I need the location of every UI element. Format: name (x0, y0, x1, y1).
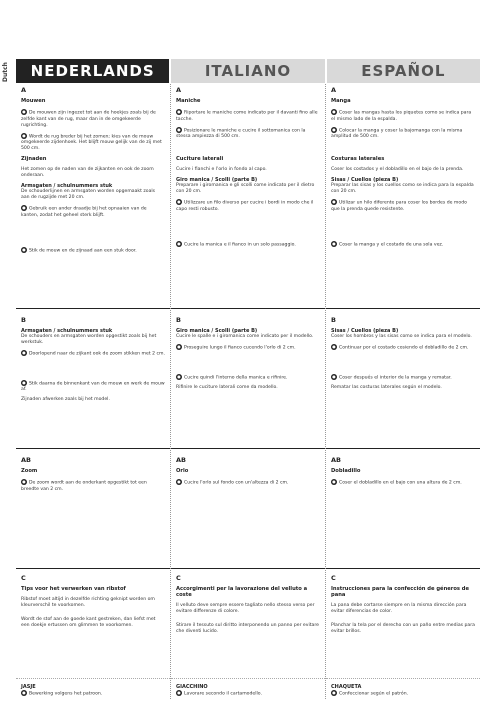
section-ab (21, 456, 165, 497)
paragraph: ● Coser la manga y el costado de una sola vez. (332, 240, 444, 247)
step-icon: ● (22, 350, 26, 355)
paragraph: Ribstof moet altijd in dezelfde richting geknipt worden om kleurverschil te voorkomen. (21, 597, 155, 608)
divider (171, 678, 325, 679)
paragraph: ● Coser el dobladillo en el bajo con una altura de 2 cm. (332, 479, 462, 486)
section-c (176, 574, 320, 639)
section-a (331, 86, 475, 144)
subsection-title: Giro manica / Scolli (parte B) (176, 328, 258, 334)
paragraph: ● Posizionare le maniche e cucire il sottomanica con la stessa ampiezza di 500 cm. (176, 126, 306, 139)
step-icon: ● (332, 344, 336, 349)
paragraph: De schouderlijnen en armsgaten worden opgemaakt zoals aan de rugzijde met 20 cm. (21, 189, 156, 200)
column-dutch (16, 84, 170, 699)
paragraph: Coser los costados y el dobladillo en el bajo de la prenda. (331, 167, 464, 172)
divider (326, 448, 480, 449)
section-side-seams (176, 156, 320, 252)
paragraph: Planchar la tela por el derecho con un paño entre medias para evitar brillos. (331, 623, 475, 634)
section-title: Manga (331, 98, 351, 104)
subsection-title: GIACCHINO (176, 684, 208, 690)
divider (326, 568, 480, 569)
divider (326, 308, 480, 309)
paragraph: ● Coser las mangas hasta los piquetes como se indica para el mismo lado de la espalda. (331, 109, 472, 122)
paragraph: Cucire i fianchi e l'orlo in fondo al capo. (176, 167, 267, 172)
section-letter: B (176, 316, 181, 324)
step-icon: ● (332, 479, 336, 484)
subsection-title: Armsgaten / schulnummers stuk (21, 328, 113, 334)
section-ab (331, 456, 475, 491)
section-letter: C (331, 574, 336, 582)
step-icon: ● (177, 344, 181, 349)
subsection-title: Giro manica / Scolli (parte B) (176, 177, 258, 183)
paragraph: ● Stik de mouw en de zijnaad aan een stuk door. (22, 246, 137, 253)
step-icon: ● (177, 373, 181, 379)
divider (16, 568, 170, 569)
step-icon: ● (177, 199, 181, 204)
section-b (331, 316, 475, 395)
section-a (21, 86, 165, 156)
section-letter: A (21, 86, 27, 94)
section-letter: A (176, 86, 182, 94)
paragraph: ● Gebruik een ander draadje bij het opnaaien van de kanten, zodat het geheel sterk blijft. (21, 205, 147, 218)
subsection-title: Armsgaten / schulnummers stuk (21, 183, 113, 189)
section-letter: C (21, 574, 26, 582)
divider (16, 678, 170, 679)
section-title: Cuciture laterali (176, 156, 224, 162)
paragraph: ● Coser después el interior de la manga y rematar. (332, 373, 452, 380)
paragraph: ● Cucire la manica e il fianco in un solo passaggio. (177, 240, 296, 247)
divider (171, 448, 325, 449)
section-title: Mouwen (21, 98, 46, 104)
divider (171, 568, 325, 569)
section-title: Maniche (176, 98, 201, 104)
paragraph: ● De zoom wordt aan de onderkant opgestikt tot een breedte van 2 cm. (21, 479, 147, 492)
section-side-seams (331, 156, 475, 252)
paragraph: ● Doorlopend naar de zijkant ook de zoom stikken met 2 cm. (22, 350, 165, 357)
section-title: Orlo (176, 468, 189, 474)
step-icon: ● (177, 690, 181, 695)
step-icon: ● (22, 379, 26, 385)
step-icon: ● (332, 240, 336, 246)
paragraph: ● Lavorare secondo il cartamodello. (177, 690, 262, 697)
paragraph: Il velluto deve sempre essere tagliato nello stesso verso per evitare differenze di colore. (176, 603, 315, 614)
paragraph: Cucire le spalle e i giromanica come indicato per il modello. (176, 334, 314, 339)
section-letter: C (176, 574, 181, 582)
paragraph: ● Wordt de rug breder bij het zomen; kies van de mouw omgekeerde zijdenhoek. Het blijft mouw gelijk van de zij met 500 cm. (21, 132, 162, 151)
step-icon: ● (332, 109, 336, 114)
subsection-title: CHAQUETA (331, 684, 362, 690)
paragraph: Coser los hombros y las sisas como se indica para el modelo. (331, 334, 472, 339)
step-icon: ● (332, 126, 336, 132)
step-icon: ● (22, 246, 26, 252)
section-b (21, 316, 165, 407)
language-header (16, 59, 480, 83)
step-icon: ● (177, 240, 181, 246)
section-b (176, 316, 320, 395)
section-letter: B (21, 316, 26, 324)
step-icon: ● (177, 479, 181, 484)
divider (16, 448, 170, 449)
section-title: Tips voor het verwerken van ribstof (21, 586, 126, 592)
step-icon: ● (22, 479, 26, 484)
section-title: Zijnaden (21, 156, 47, 162)
section-letter: AB (176, 456, 186, 464)
paragraph: ● Cucire quindi l'interno della manica e rifinire. (177, 373, 288, 380)
divider (16, 308, 170, 309)
section-letter: AB (331, 456, 341, 464)
section-letter: B (331, 316, 336, 324)
section-title: Costuras laterales (331, 156, 385, 162)
paragraph: Zijnaden afwerken zoals bij het model. (21, 397, 110, 402)
divider (326, 678, 480, 679)
paragraph: ● Stik daarna de binnenkant van de mouw en werk de mouw af. (21, 379, 165, 392)
paragraph: ● Bewerking volgens het patroon. (22, 690, 103, 697)
paragraph: ● Proseguire lungo il fianco cucendo l'orlo di 2 cm. (177, 344, 296, 351)
step-icon: ● (332, 199, 336, 204)
header-spanish: ESPAÑOL (327, 59, 480, 83)
section-a (176, 86, 320, 144)
paragraph: ● Colocar la manga y coser la bajomanga con la misma amplitud de 500 cm. (331, 126, 463, 139)
paragraph: Stirare il tessuto sul diritto interponendo un panno per evitare che diventi lucido. (176, 623, 319, 634)
header-italian: ITALIANO (171, 59, 324, 83)
section-title: Accorgimenti per la lavorazione del velluto a coste (176, 586, 308, 598)
header-dutch: NEDERLANDS (16, 59, 169, 83)
subsection-title: JASJE (21, 684, 36, 690)
step-icon: ● (177, 126, 181, 132)
paragraph: Rematar las costuras laterales según el modelo. (331, 385, 442, 390)
column-spanish (325, 84, 480, 699)
content-grid (16, 84, 480, 699)
step-icon: ● (177, 109, 181, 114)
paragraph: Preparar las sisas y los cuellos como se indica para la espalda con 20 cm. (331, 183, 474, 194)
paragraph: ● Utilizar un hilo diferente para coser los bordes de modo que la prenda quede resistente. (331, 199, 467, 212)
paragraph: Wordt de stof aan de goede kant gestreken, dan liefst met een doekje ertussen om glimmen te voorkomen. (21, 617, 156, 628)
paragraph: ● Cucire l'orlo sul fondo con un'altezza di 2 cm. (177, 479, 289, 486)
section-side-seams (21, 156, 165, 258)
paragraph: Rifinire le cuciture laterali come da modello. (176, 385, 278, 390)
paragraph: De schouders en armsgaten worden opgestikt zoals bij het werkstuk. (21, 334, 157, 345)
subsection-title: Sisas / Cuellos (pieza B) (331, 328, 399, 334)
step-icon: ● (22, 109, 26, 114)
paragraph: ● Riportare le maniche come indicato per il davanti fino alle tacche. (176, 109, 318, 122)
paragraph: La pana debe cortarse siempre en la misma dirección para evitar diferencias de color. (331, 603, 467, 614)
paragraph: ● Continuar por el costado cosiendo el dobladillo de 2 cm. (332, 344, 469, 351)
paragraph: ● Utilizzare un filo diverso per cucire i bordi in modo che il capo resti robusto. (176, 199, 314, 212)
section-title: Zoom (21, 468, 38, 474)
side-label: Dutch (2, 62, 9, 82)
section-title: Instrucciones para la confección de géneros de pana (331, 586, 470, 598)
step-icon: ● (22, 132, 26, 138)
step-icon: ● (22, 690, 26, 695)
section-letter: A (331, 86, 337, 94)
column-italian (170, 84, 325, 699)
step-icon: ● (332, 373, 336, 379)
section-letter: AB (21, 456, 31, 464)
paragraph: ● Confeccionar según el patrón. (332, 690, 409, 697)
section-ab (176, 456, 320, 491)
paragraph: Het zomen op de naden van de zijkanten en ook de zoom onderaan. (21, 167, 154, 178)
subsection-title: Sisas / Cuellos (pieza B) (331, 177, 399, 183)
paragraph: Preparare i giromanica e gli scolli come indicato per il dietro con 20 cm. (176, 183, 315, 194)
step-icon: ● (22, 205, 26, 210)
paragraph: ● De mouwen zijn ingezet tot aan de hoekjes zoals bij de zelfde kant van de rug, maar dan in de omgekeerde rugrichting. (21, 109, 156, 128)
section-title: Dobladillo (331, 468, 361, 474)
section-c (331, 574, 475, 639)
section-c (21, 574, 165, 633)
step-icon: ● (332, 690, 336, 695)
divider (171, 308, 325, 309)
